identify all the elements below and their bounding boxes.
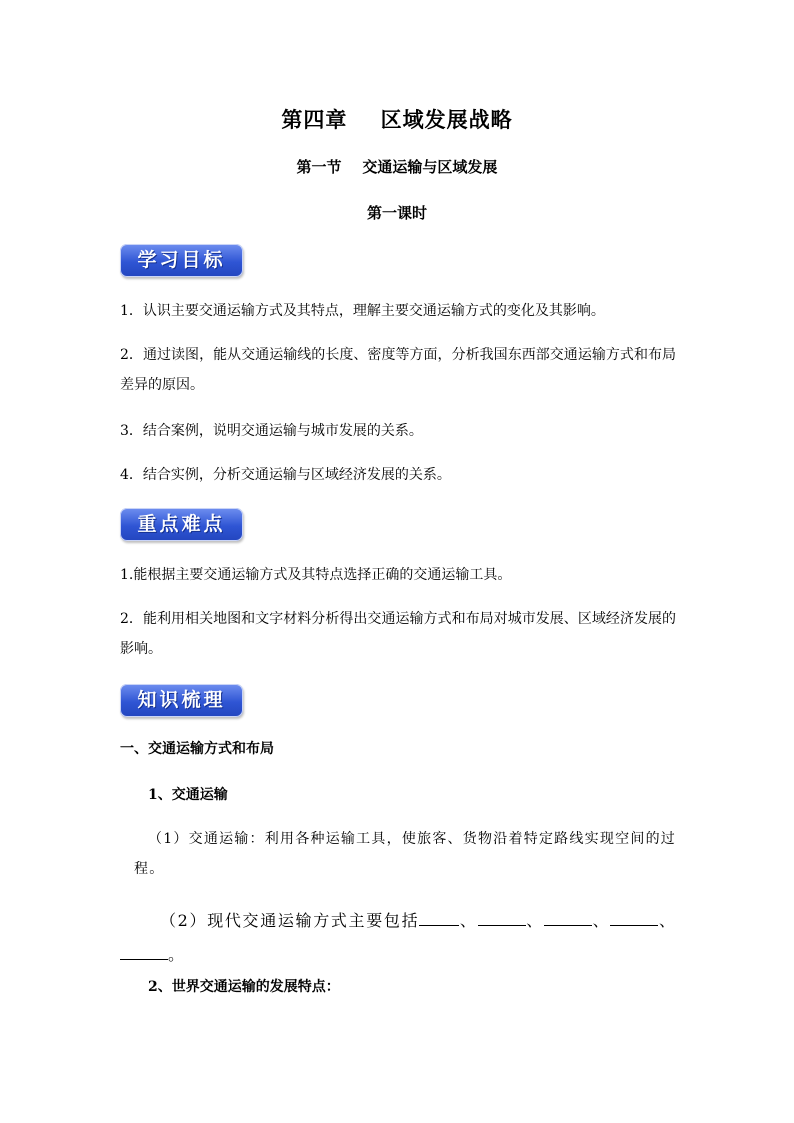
knowledge-item-2 xyxy=(120,904,676,972)
objective-item-1: 1．认识主要交通运输方式及其特点，理解主要交通运输方式的变化及其影响。 xyxy=(120,303,605,319)
knowledge-item-1: （1）交通运输：利用各种运输工具，使旅客、货物沿着特定路线实现空间的过程。 xyxy=(134,831,676,877)
key-points-badge: 重点难点 xyxy=(120,508,243,541)
answer-blank-3[interactable] xyxy=(544,911,592,926)
part1-heading: 一、交通运输方式和布局 xyxy=(120,741,274,757)
lesson-title: 第一课时 xyxy=(366,204,427,222)
objective-item-3: 3．结合案例，说明交通运输与城市发展的关系。 xyxy=(120,423,423,439)
objective-item-2: 2．通过读图，能从交通运输线的长度、密度等方面，分析我国东西部交通运输方式和布局差异的原因。 xyxy=(120,347,676,393)
section-title: 第一节 交通运输与区域发展 xyxy=(296,158,498,176)
answer-blank-2[interactable] xyxy=(478,911,526,926)
key-point-item-1: 1.能根据主要交通运输方式及其特点选择正确的交通运输工具。 xyxy=(120,567,512,583)
knowledge-badge: 知识梳理 xyxy=(120,684,243,717)
answer-blank-1[interactable] xyxy=(419,911,459,926)
objectives-badge: 学习目标 xyxy=(120,244,243,277)
separator: 、 xyxy=(591,911,611,930)
objective-item-4: 4．结合实例，分析交通运输与区域经济发展的关系。 xyxy=(120,467,451,483)
separator: 、 xyxy=(525,911,544,930)
sub1-heading: 1、交通运输 xyxy=(148,787,228,803)
answer-blank-4[interactable] xyxy=(610,911,658,926)
key-point-item-2: 2．能利用相关地图和文字材料分析得出交通运输方式和布局对城市发展、区域经济发展的影响。 xyxy=(120,611,676,657)
chapter-title: 第四章 区域发展战略 xyxy=(281,107,513,132)
answer-blank-5[interactable] xyxy=(120,945,168,960)
item2-prefix: （2）现代交通运输方式主要包括 xyxy=(160,911,420,930)
separator: 、 xyxy=(658,911,676,930)
period: 。 xyxy=(168,945,186,964)
separator: 、 xyxy=(459,911,478,930)
sub2-heading: 2、世界交通运输的发展特点： xyxy=(148,979,340,995)
